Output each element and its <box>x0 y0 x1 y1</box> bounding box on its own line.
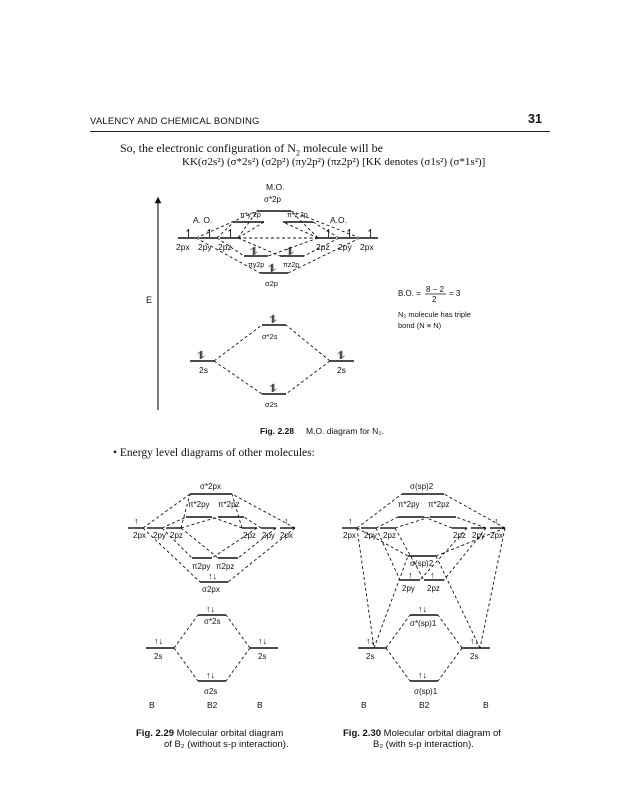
pi-y-label: πy2p <box>248 262 265 269</box>
svg-text:↑↓: ↑↓ <box>418 604 427 614</box>
page-number: 31 <box>528 112 542 126</box>
fig30-sigma-sp2-label: σ(sp)2 <box>410 482 434 491</box>
fig29-pi-star-2pz-label: π*2pz <box>218 500 240 509</box>
fig30-left-2s-label: 2s <box>366 652 375 661</box>
fig30-caption-line1: Molecular orbital diagram of <box>383 728 501 739</box>
svg-text:↑↓: ↑↓ <box>154 636 163 646</box>
sigma-star-2s-electrons: ⥮ <box>269 314 277 326</box>
figure-2-30 <box>342 482 505 710</box>
svg-text:↑: ↑ <box>408 570 413 580</box>
fig30-right-2p-2: 2px <box>490 531 503 540</box>
fig28-caption-number: Fig. 2.28 <box>260 426 295 436</box>
fig29-caption-number: Fig. 2.29 <box>136 728 175 739</box>
bond-order-denominator: 2 <box>432 295 437 304</box>
right-2s-label: 2s <box>337 365 346 375</box>
fig30-caption-number: Fig. 2.30 <box>343 728 382 739</box>
fig30-right-2p-0: 2pz <box>453 531 466 540</box>
svg-text:↑: ↑ <box>430 570 435 580</box>
left-2p-label-0: 2px <box>176 242 190 252</box>
fig29-caption <box>136 728 316 750</box>
fig29-left-2p-2: 2pz <box>170 531 183 540</box>
fig29-sigma-2s-label: σ2s <box>204 687 218 696</box>
svg-text:↑↓: ↑↓ <box>470 636 479 646</box>
fig29-atom-right: B <box>257 700 263 710</box>
intro-text: So, the electronic configuration of N <box>120 141 296 155</box>
fig30-sigma-sp1-label: σ(sp)1 <box>414 687 438 696</box>
fig29-pi-star-2py-label: π*2py <box>188 500 210 509</box>
fig29-left-2s-label: 2s <box>154 652 163 661</box>
fig30-molecule: B2 <box>419 700 430 710</box>
sigma-2p-label: σ2p <box>265 279 278 288</box>
right-2p-orbitals <box>318 228 378 240</box>
svg-text:↑: ↑ <box>494 516 499 526</box>
ao-right-header: A.O. <box>330 215 348 225</box>
bond-note-line1: N₂ molecule has triple <box>398 310 471 319</box>
svg-text:↑↓: ↑↓ <box>366 636 375 646</box>
fig30-caption <box>343 728 543 750</box>
fig30-sigma-sp2-lower-label: σ(sp)2 <box>410 559 434 568</box>
svg-text:↿: ↿ <box>345 228 355 240</box>
right-2p-label-0: 2pz <box>316 242 330 252</box>
svg-text:↿: ↿ <box>184 228 194 240</box>
fig30-left-2p-0: 2px <box>343 531 356 540</box>
fig29-left-2p-1: 2py <box>153 531 166 540</box>
svg-text:↑: ↑ <box>134 516 139 526</box>
fig30-atom-right: B <box>483 700 489 710</box>
left-2p-label-1: 2py <box>198 242 212 252</box>
ao-left-header: A. O. <box>193 215 213 225</box>
fig29-right-2p-2: 2px <box>280 531 293 540</box>
svg-text:↑↓: ↑↓ <box>258 636 267 646</box>
pi-star-z-label: π*z 2p <box>287 212 308 219</box>
svg-text:↑: ↑ <box>348 516 353 526</box>
left-2s-electrons: ⥮ <box>197 350 205 362</box>
svg-text:↑↓: ↑↓ <box>206 670 215 680</box>
fig29-pi-2pz-label: π2pz <box>216 562 235 571</box>
fig30-caption-line2: B₂ (with s-p interaction). <box>373 739 474 750</box>
fig29-right-2p-0: 2pz <box>243 531 256 540</box>
fig29-right-2p-1: 2py <box>262 531 275 540</box>
pi-z-label: πz2p <box>283 262 300 269</box>
sigma-2s-label: σ2s <box>265 400 278 409</box>
left-2p-orbitals <box>178 228 238 240</box>
pi-y-electrons: ⥮ <box>250 246 258 258</box>
fig29-left-2p-0: 2px <box>133 531 146 540</box>
fig30-atom-left: B <box>361 700 367 710</box>
fig29-pi-2py-label: π2py <box>192 562 211 571</box>
svg-text:↿: ↿ <box>226 228 236 240</box>
fig29-caption-line1: Molecular orbital diagram <box>176 728 284 739</box>
energy-axis-label: E <box>146 295 153 305</box>
bond-order-numerator: 8 − 2 <box>426 285 445 294</box>
running-header-title: VALENCY AND CHEMICAL BONDING <box>90 116 260 127</box>
fig30-left-2p-1: 2py <box>364 531 377 540</box>
fig30-pi-star-2py-label: π*2py <box>398 500 420 509</box>
sigma-2p-electrons: ⥮ <box>268 263 276 275</box>
intro-tail: molecule will be <box>299 141 383 155</box>
svg-text:↿: ↿ <box>366 228 376 240</box>
svg-text:↿: ↿ <box>324 228 334 240</box>
svg-text:↑↓: ↑↓ <box>208 571 217 581</box>
right-2p-label-1: 2py <box>338 242 352 252</box>
electronic-configuration: KK(σ2s²) (σ*2s²) (σ2p²) (πy2p²) (πz2p²) [KK denotes (σ1s²) (σ*1s²)] <box>182 156 486 168</box>
fig30-sigma-star-sp1-label: σ*(sp)1 <box>410 619 437 628</box>
svg-text:↑↓: ↑↓ <box>206 604 215 614</box>
bullet-text: Energy level diagrams of other molecules: <box>119 447 315 459</box>
bullet-item: • Energy level diagrams of other molecules: <box>113 447 315 459</box>
right-2s-electrons: ⥮ <box>337 350 345 362</box>
sigma-2s-electrons: ⥮ <box>269 383 277 395</box>
pi-star-y-label: π*y 2p <box>240 212 261 219</box>
fig29-molecule: B2 <box>207 700 218 710</box>
fig30-right-2s-label: 2s <box>470 652 479 661</box>
intro-subscript: 2 <box>295 148 300 158</box>
right-2p-label-2: 2px <box>360 242 374 252</box>
sigma-star-2s-label: σ*2s <box>262 332 278 341</box>
sigma-star-2p-label: σ*2p <box>264 195 281 204</box>
bond-order-result: = 3 <box>449 289 461 298</box>
svg-text:↑: ↑ <box>284 516 289 526</box>
left-2p-label-2: 2pz <box>218 242 232 252</box>
fig29-sigma-2px-label: σ2px <box>202 585 220 594</box>
bond-order-text: B.O. = <box>398 289 421 298</box>
fig29-atom-left: B <box>149 700 155 710</box>
fig30-pi-2py-label: 2py <box>402 584 415 593</box>
svg-text:↿: ↿ <box>205 228 215 240</box>
left-2s-label: 2s <box>199 365 208 375</box>
fig29-sigma-star-2s-label: σ*2s <box>204 617 221 626</box>
pi-z-electrons: ⥮ <box>286 246 294 258</box>
fig30-pi-2pz-label: 2pz <box>427 584 440 593</box>
fig29-right-2s-label: 2s <box>258 652 267 661</box>
fig30-right-2p-1: 2py <box>472 531 485 540</box>
fig29-sigma-star-2px-label: σ*2px <box>200 482 221 491</box>
fig28-caption-text: M.O. diagram for N₂. <box>306 426 384 436</box>
fig30-pi-star-2pz-label: π*2pz <box>428 500 450 509</box>
svg-text:↑↓: ↑↓ <box>418 670 427 680</box>
figure-2-29 <box>128 482 295 710</box>
fig30-left-2p-2: 2pz <box>383 531 396 540</box>
mo-header: M.O. <box>266 182 285 192</box>
bond-note-line2: bond (N ≡ N) <box>398 321 442 330</box>
fig29-caption-line2: of B₂ (without s-p interaction). <box>164 739 289 750</box>
